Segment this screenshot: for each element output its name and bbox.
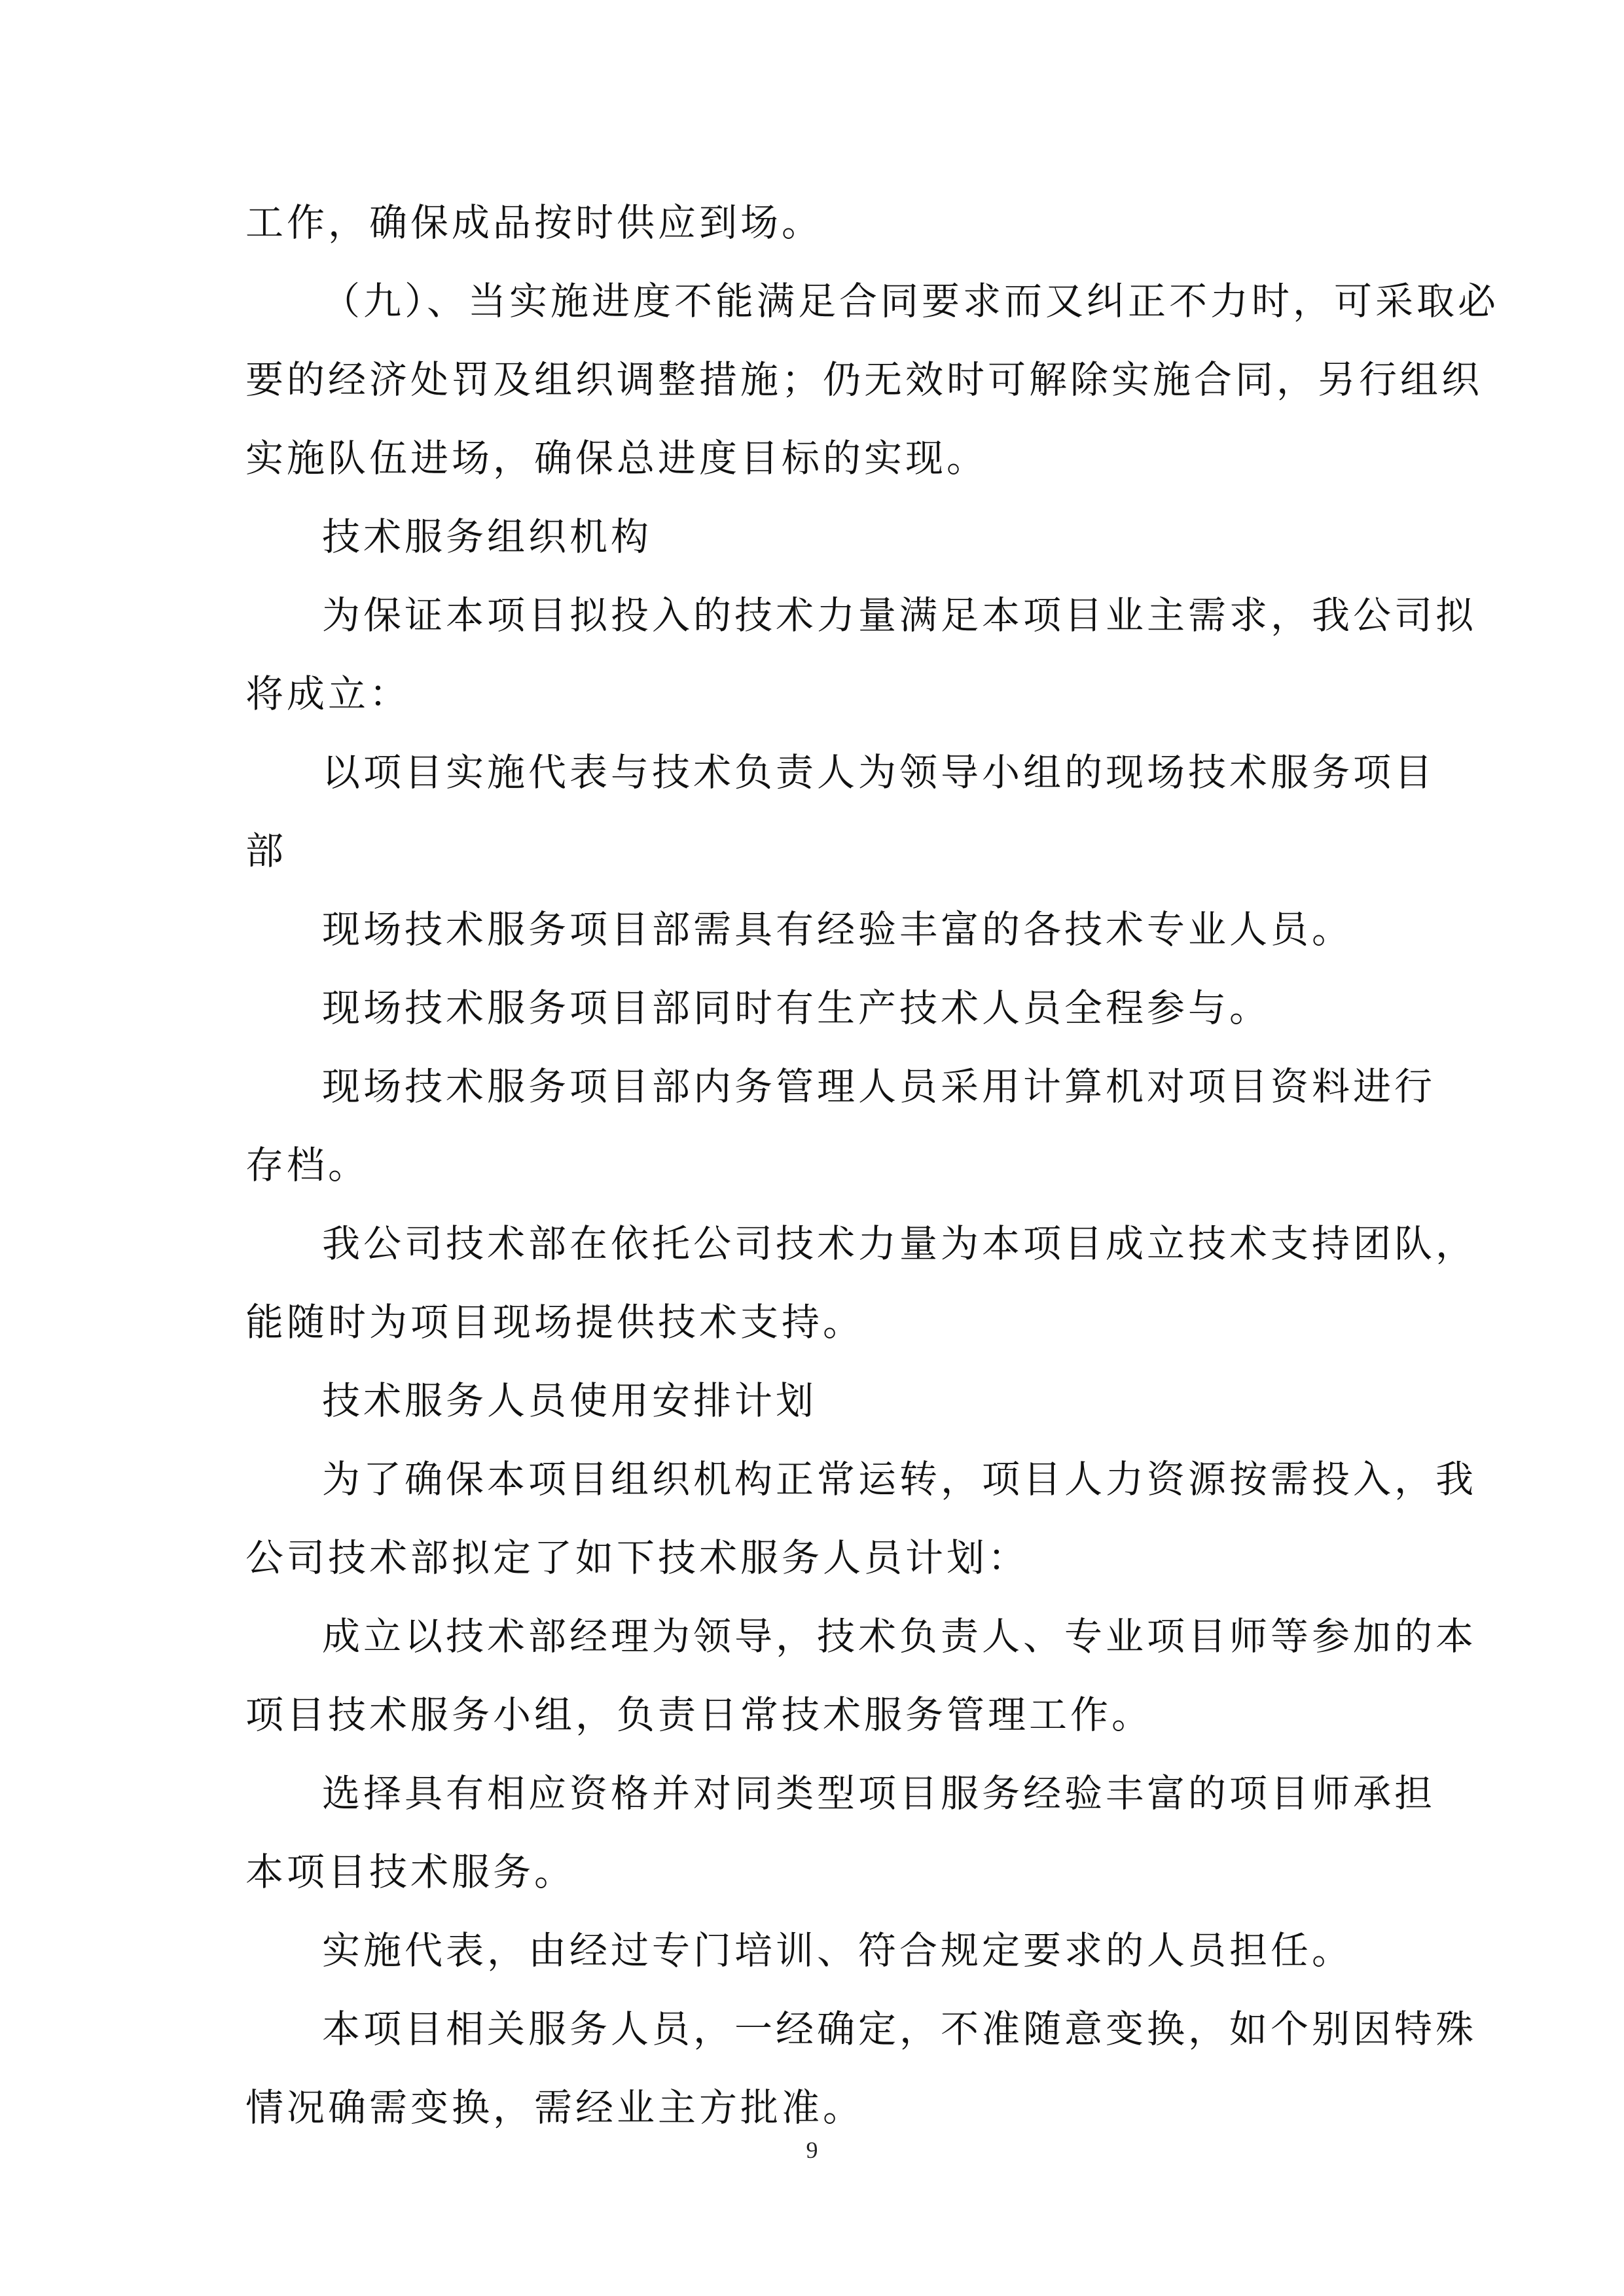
text-line: 现场技术服务项目部同时有生产技术人员全程参与。 <box>322 986 1271 1030</box>
text-line: 工作，确保成品按时供应到场。 <box>245 200 823 245</box>
text-line: 存档。 <box>245 1143 370 1187</box>
text-line: 实施代表，由经过专门培训、符合规定要求的人员担任。 <box>322 1928 1354 1973</box>
text-line: 本项目相关服务人员，一经确定，不准随意变换，如个别因特殊 <box>322 2007 1477 2051</box>
text-line: （九）、当实施进度不能满足合同要求而又纠正不力时，可采取必 <box>322 279 1500 323</box>
text-line: 能随时为项目现场提供技术支持。 <box>245 1300 865 1344</box>
text-line: 成立以技术部经理为领导，技术负责人、专业项目师等参加的本 <box>322 1614 1477 1659</box>
section-heading: 技术服务组织机构 <box>322 514 653 559</box>
text-line: 将成立： <box>245 672 411 716</box>
text-line: 公司技术部拟定了如下技术服务人员计划： <box>245 1535 1030 1580</box>
text-line: 情况确需变换，需经业主方批准。 <box>245 2085 865 2130</box>
text-line: 为保证本项目拟投入的技术力量满足本项目业主需求，我公司拟 <box>322 593 1477 637</box>
text-line: 为了确保本项目组织机构正常运转，项目人力资源按需投入，我 <box>322 1457 1477 1501</box>
text-line: 选择具有相应资格并对同类型项目服务经验丰富的项目师承担 <box>322 1771 1436 1816</box>
text-line: 现场技术服务项目部需具有经验丰富的各技术专业人员。 <box>322 907 1354 952</box>
page-number: 9 <box>806 2137 818 2163</box>
text-line: 现场技术服务项目部内务管理人员采用计算机对项目资料进行 <box>322 1064 1436 1109</box>
text-line: 项目技术服务小组，负责日常技术服务管理工作。 <box>245 1693 1153 1737</box>
text-line: 以项目实施代表与技术负责人为领导小组的现场技术服务项目 <box>322 750 1436 795</box>
text-line: 本项目技术服务。 <box>245 1850 576 1894</box>
text-line: 要的经济处罚及组织调整措施；仍无效时可解除实施合同，另行组织 <box>245 357 1483 402</box>
text-line: 部 <box>245 829 287 873</box>
text-line: 我公司技术部在依托公司技术力量为本项目成立技术支持团队， <box>322 1221 1477 1266</box>
text-line: 实施队伍进场，确保总进度目标的实现。 <box>245 436 988 480</box>
section-heading: 技术服务人员使用安排计划 <box>322 1378 818 1423</box>
